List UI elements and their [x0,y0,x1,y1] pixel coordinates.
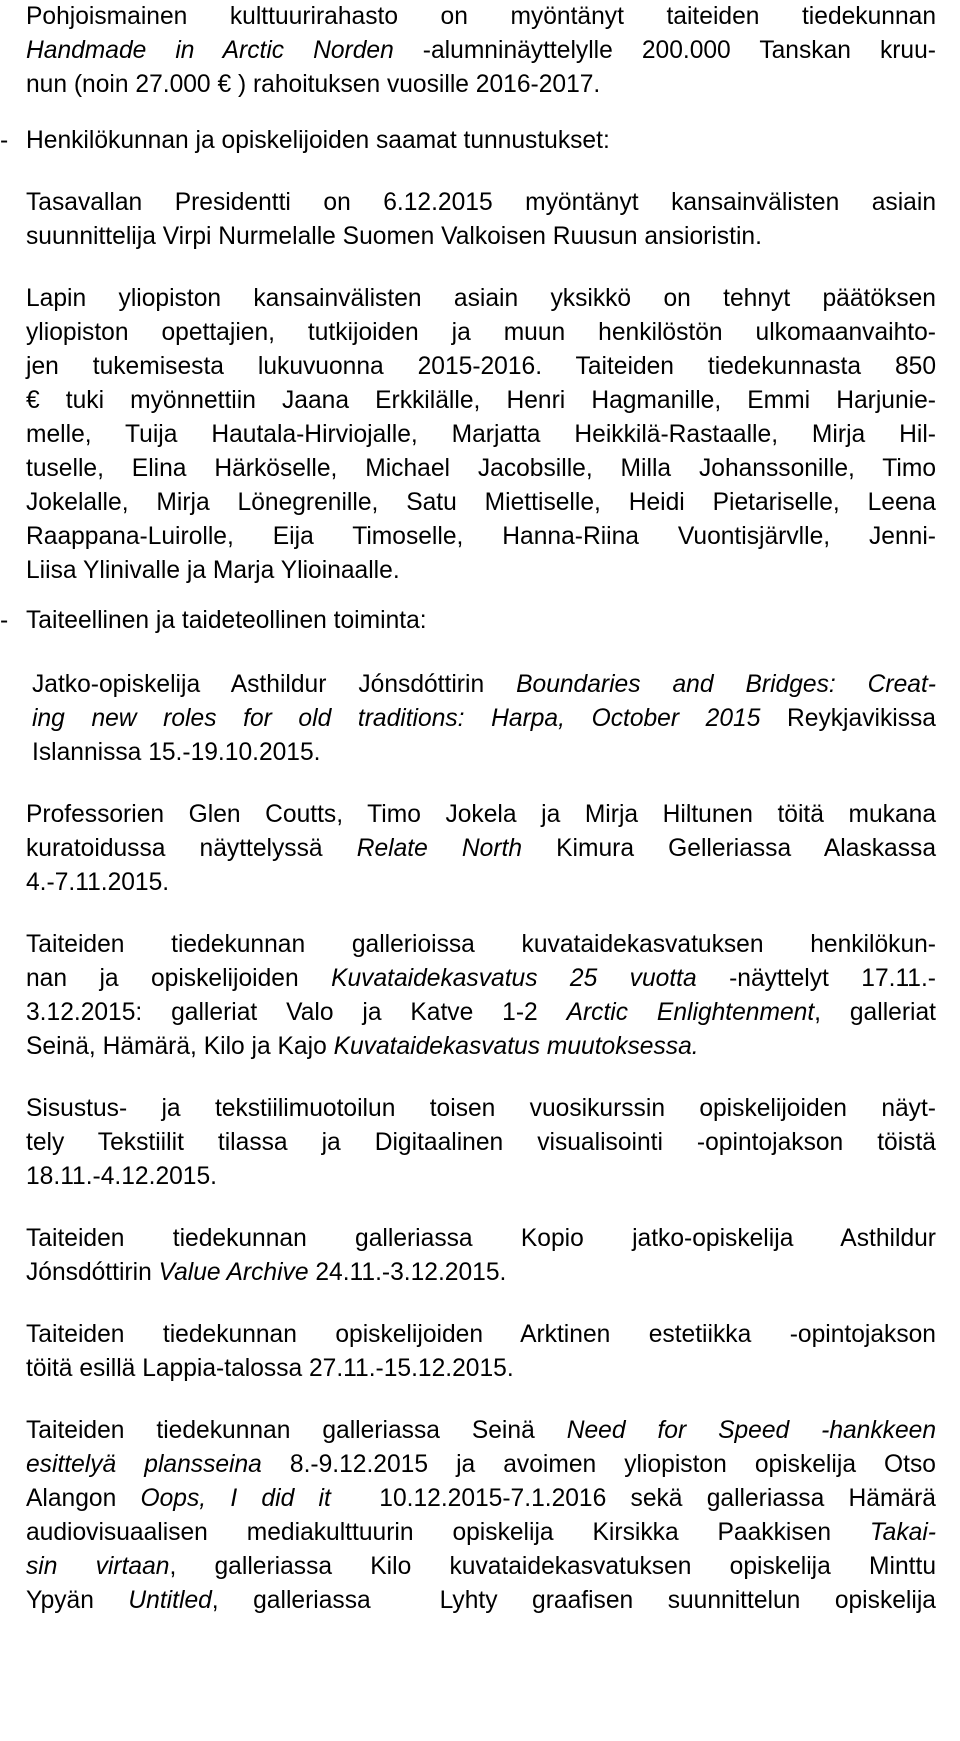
text-run: 8.-9.12.2015 ja avoimen yliopiston opiskelija Otso [261,1451,936,1478]
text-run: € tuki myönnettiin Jaana Erkkilälle, Henri Hagmanille, Emmi Harjunie- [26,387,936,414]
text-run: melle, Tuija Hautala-Hirviojalle, Marjatta Heikkilä-Rastaalle, Mirja Hil- [26,421,936,448]
text-run: nan ja opiskelijoiden [26,965,332,992]
text-run: 3.12.2015: galleriat Valo ja Katve 1-2 [26,999,567,1026]
text-run: Seinä, Hämärä, Kilo ja Kajo [26,1033,334,1060]
italic-text: Oops, I did it [140,1485,331,1512]
text-line [26,1550,936,1584]
text-run: suunnittelija Virpi Nurmelalle Suomen Valkoisen Ruusun ansioristin. [26,223,762,250]
text-run: yliopiston opettajien, tutkijoiden ja muun henkilöstön ulkomaanvaihto- [26,319,936,346]
text-run: Jokelalle, Mirja Lönegrenille, Satu Miettiselle, Heidi Pietariselle, Leena [26,489,936,516]
text-line [26,798,936,832]
text-run: - [0,607,16,634]
italic-text: Kuvataidekasvatus 25 vuotta [331,965,697,992]
italic-text: esittelyä plansseina [26,1451,262,1478]
text-line [26,1414,936,1448]
text-run: audiovisuaalisen mediakulttuurin opiskelija Kirsikka Paakkisen [26,1519,870,1546]
text-run: Sisustus- ja tekstiilimuotoilun toisen vuosikurssin opiskelijoiden näyt- [26,1095,936,1122]
text-line [26,1448,936,1482]
text-run: Liisa Ylinivalle ja Marja Ylioinaalle. [26,557,400,584]
text-run: Islannissa 15.-19.10.2015. [32,739,321,766]
text-line [26,282,936,316]
text-run: Ypyän [26,1587,129,1614]
italic-text: Value Archive [158,1259,309,1286]
text-run: , galleriat [814,999,937,1026]
text-line [26,316,936,350]
text-run: Reykjavikissa [760,705,936,732]
text-run: Lapin yliopiston kansainvälisten asiain yksikkö on tehnyt päätöksen [26,285,936,312]
italic-text: Untitled [128,1587,212,1614]
text-run: 24.11.-3.12.2015. [308,1259,507,1286]
text-line [26,1584,936,1618]
text-line [26,928,936,962]
italic-text: sin virtaan [26,1553,170,1580]
text-run: - [0,127,16,154]
text-line [26,384,936,418]
text-run: Kimura Gelleriassa Alaskassa [522,835,936,862]
text-run: tely Tekstiilit tilassa ja Digitaalinen visualisointi -opintojakson töistä [26,1129,936,1156]
text-line [26,554,936,588]
text-run: Alangon [26,1485,141,1512]
text-run: , galleriassa Kilo kuvataidekasvatuksen opiskelija Minttu [169,1553,936,1580]
text-run: 18.11.-4.12.2015. [26,1163,217,1190]
text-line [26,1318,936,1352]
text-run: Jónsdóttirin [26,1259,159,1286]
italic-text: ing new roles for old traditions: Harpa, October 2015 [32,705,761,732]
text-line [26,418,936,452]
italic-text: Takai- [869,1519,936,1546]
text-run: Taiteiden tiedekunnan gallerioissa kuvataidekasvatuksen henkilökun- [26,931,936,958]
text-run: Taiteiden tiedekunnan galleriassa Kopio jatko-opiskelija Asthildur [26,1225,936,1252]
text-run: Taiteiden tiedekunnan opiskelijoiden Arktinen estetiikka -opintojakson [26,1321,936,1348]
italic-text: Boundaries and Bridges: Creat- [516,671,936,698]
text-line [26,1030,936,1064]
text-line [26,34,936,68]
text-run: Henkilökunnan ja opiskelijoiden saamat tunnustukset: [26,127,610,154]
text-line [26,1256,936,1290]
text-run: Pohjoismainen kulttuurirahasto on myöntänyt taiteiden tiedekunnan [26,3,936,30]
italic-text: Kuvataidekasvatus muutoksessa. [333,1033,699,1060]
text-line [26,452,936,486]
section-heading [26,604,936,638]
text-line [26,350,936,384]
text-line [32,702,936,736]
text-line [26,520,936,554]
text-run: -näyttelyt 17.11.- [696,965,937,992]
text-run: Taiteellinen ja taideteollinen toiminta: [26,607,427,634]
text-run: , galleriassa Lyhty graafisen suunnittelun opiskelija [211,1587,936,1614]
text-run: jen tukemisesta lukuvuonna 2015-2016. Taiteiden tiedekunnasta 850 [26,353,936,380]
italic-text: Arctic Enlightenment [566,999,815,1026]
text-line [26,220,936,254]
text-line [26,1482,936,1516]
text-line [26,486,936,520]
text-run: Professorien Glen Coutts, Timo Jokela ja Mirja Hiltunen töitä mukana [26,801,936,828]
text-line [26,832,936,866]
text-run: tuselle, Elina Härköselle, Michael Jacobsille, Milla Johanssonille, Timo [26,455,936,482]
text-line [26,1092,936,1126]
text-run: Jatko-opiskelija Asthildur Jónsdóttirin [32,671,517,698]
text-run: 4.-7.11.2015. [26,869,170,896]
text-run: Raappana-Luirolle, Eija Timoselle, Hanna-Riina Vuontisjärvlle, Jenni- [26,523,936,550]
text-line [26,1516,936,1550]
text-line [26,1222,936,1256]
text-line [26,996,936,1030]
text-line [26,962,936,996]
text-line [26,1160,936,1194]
text-run: Taiteiden tiedekunnan galleriassa Seinä [26,1417,567,1444]
text-line [32,668,936,702]
italic-text: Need for Speed -hankkeen [566,1417,936,1444]
text-run: nun (noin 27.000 € ) rahoituksen vuosille 2016-2017. [26,71,601,98]
text-line [26,1352,936,1386]
text-line [26,1126,936,1160]
text-line [26,186,936,220]
section-heading [26,124,936,158]
text-run: töitä esillä Lappia-talossa 27.11.-15.12.2015. [26,1355,514,1382]
text-line [26,0,936,34]
italic-text: Handmade in Arctic Norden [26,37,394,64]
text-line [26,866,936,900]
text-run: 10.12.2015-7.1.2016 sekä galleriassa Hämärä [330,1485,936,1512]
text-run: Tasavallan Presidentti on 6.12.2015 myöntänyt kansainvälisten asiain [26,189,936,216]
text-run: kuratoidussa näyttelyssä [26,835,357,862]
text-run: -alumninäyttelylle 200.000 Tanskan kruu- [393,37,936,64]
text-line [26,68,936,102]
text-line [32,736,936,770]
italic-text: Relate North [356,835,523,862]
